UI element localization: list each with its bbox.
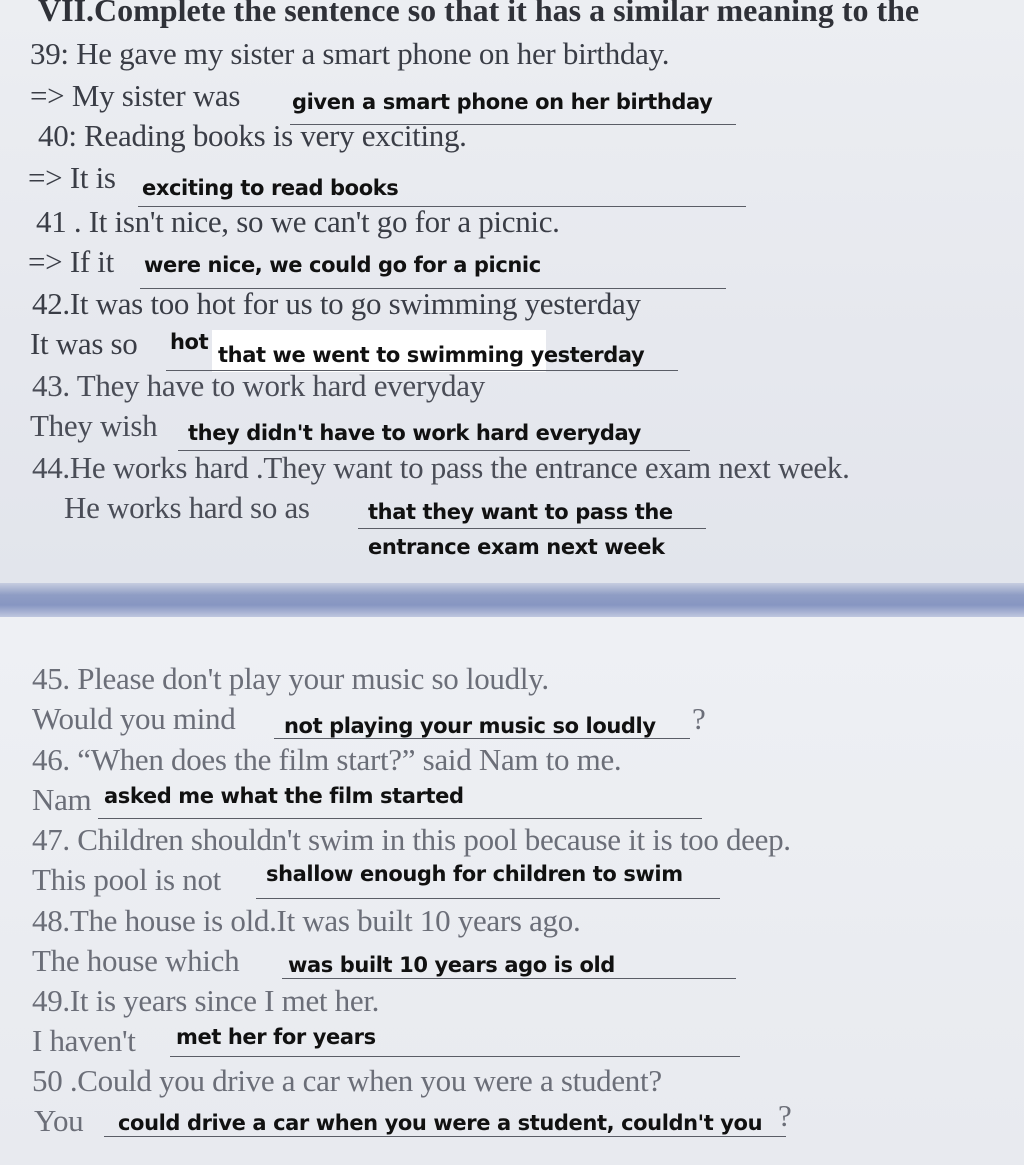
question-43-answer[interactable]: they didn't have to work hard everyday: [188, 421, 641, 445]
question-41-prompt: 41 . It isn't nice, so we can't go for a picnic.: [36, 204, 560, 239]
question-50-prompt: 50 .Could you drive a car when you were a student?: [32, 1063, 662, 1098]
question-39-lead: => My sister was: [30, 78, 241, 113]
question-42-lead: It was so: [30, 326, 138, 361]
question-46-answer-line: [98, 818, 702, 819]
question-47-answer[interactable]: shallow enough for children to swim: [266, 862, 683, 886]
question-47-answer-line: [256, 898, 720, 899]
question-45-prompt: 45. Please don't play your music so loudly.: [32, 661, 549, 696]
question-42-answer[interactable]: that we went to swimming yesterday: [218, 343, 645, 367]
question-48-prompt: 48.The house is old.It was built 10 years ago.: [32, 903, 581, 938]
question-45-answer-line: [274, 738, 690, 739]
question-41-lead: => If it: [28, 244, 114, 279]
question-41-answer[interactable]: were nice, we could go for a picnic: [144, 253, 541, 277]
exercise-title: VII.Complete the sentence so that it has a similar meaning to the: [38, 0, 920, 28]
question-49-answer[interactable]: met her for years: [176, 1025, 376, 1049]
question-44-answer-line-1[interactable]: that they want to pass the: [368, 500, 673, 524]
question-45-lead: Would you mind: [32, 701, 236, 736]
question-40-prompt: 40: Reading books is very exciting.: [38, 118, 467, 153]
question-48-lead: The house which: [32, 943, 240, 978]
question-44-answer-line: [358, 528, 706, 529]
question-39-answer[interactable]: given a smart phone on her birthday: [292, 90, 713, 114]
question-40-lead: => It is: [28, 160, 116, 195]
question-44-answer-line-2[interactable]: entrance exam next week: [368, 535, 665, 559]
question-49-answer-line: [170, 1056, 740, 1057]
question-45-answer[interactable]: not playing your music so loudly: [284, 714, 656, 738]
question-48-answer-line: [282, 978, 736, 979]
question-42-answer-word[interactable]: hot: [170, 330, 209, 354]
question-50-answer[interactable]: could drive a car when you were a student, couldn't you: [118, 1111, 763, 1135]
question-44-prompt: 44.He works hard .They want to pass the entrance exam next week.: [32, 450, 850, 485]
question-46-lead: Nam: [32, 782, 92, 817]
question-50-answer-line: [104, 1136, 786, 1137]
question-46-prompt: 46. “When does the film start?” said Nam to me.: [32, 742, 622, 777]
question-46-answer[interactable]: asked me what the film started: [104, 784, 464, 808]
page-divider-band: [0, 583, 1024, 617]
question-49-prompt: 49.It is years since I met her.: [32, 983, 380, 1018]
question-42-prompt: 42.It was too hot for us to go swimming yesterday: [32, 286, 641, 321]
question-40-answer[interactable]: exciting to read books: [142, 176, 399, 200]
question-44-lead: He works hard so as: [64, 490, 310, 525]
question-45-end-mark: ?: [692, 701, 706, 736]
question-50-lead: You: [34, 1103, 84, 1138]
question-39-prompt: 39: He gave my sister a smart phone on her birthday.: [30, 36, 670, 71]
question-49-lead: I haven't: [32, 1023, 136, 1058]
question-47-lead: This pool is not: [32, 862, 221, 897]
question-50-end-mark: ?: [778, 1098, 792, 1133]
question-43-lead: They wish: [30, 408, 158, 443]
question-48-answer[interactable]: was built 10 years ago is old: [288, 953, 615, 977]
question-47-prompt: 47. Children shouldn't swim in this pool because it is too deep.: [32, 822, 791, 857]
question-43-prompt: 43. They have to work hard everyday: [32, 368, 485, 403]
